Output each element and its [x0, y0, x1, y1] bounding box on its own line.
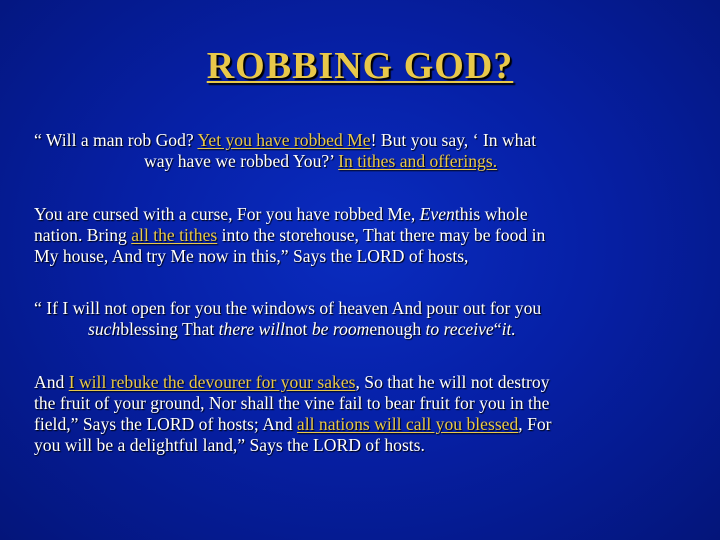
verse-line: you will be a delightful land,” Says the LORD of hosts.: [34, 435, 425, 455]
italic-word: Even: [419, 204, 455, 224]
verse-line: the fruit of your ground, Nor shall the vine fail to bear fruit for you in the: [34, 393, 550, 413]
verse-line: [34, 414, 714, 435]
verse-text: You are cursed with a curse, For you have robbed Me,: [34, 204, 420, 224]
verse-text: , So that he will not destroy: [355, 372, 550, 392]
italic-word: there will: [218, 319, 285, 339]
verse-line: My house, And try Me now in this,” Says the LORD of hosts,: [34, 246, 469, 266]
highlighted-phrase: all the tithes: [131, 225, 218, 245]
slide-title: [0, 44, 720, 88]
verse-line: [34, 130, 714, 151]
verse-line: [34, 225, 714, 246]
italic-word: be room: [311, 319, 370, 339]
highlighted-phrase: Yet you have robbed Me: [197, 130, 371, 150]
verse-text: enough: [369, 319, 426, 339]
verse-text: this whole: [454, 204, 528, 224]
slide-title-text: ROBBING GOD?: [206, 45, 514, 87]
verse-text: not: [284, 319, 312, 339]
verse-text: way have we robbed You?’: [144, 151, 339, 171]
verse-text: And: [34, 372, 69, 392]
italic-word: it.: [501, 319, 516, 339]
highlighted-phrase: In tithes and offerings.: [338, 151, 498, 171]
verse-line: [34, 319, 714, 340]
verse-line: [34, 372, 714, 393]
italic-word: to receive: [425, 319, 494, 339]
verse-text: , For: [518, 414, 552, 434]
verse-text: ! But you say, ‘ In what: [370, 130, 537, 150]
verse-line: “ If I will not open for you the windows of heaven And pour out for you: [34, 298, 542, 318]
verse-paragraph-4: [34, 372, 714, 456]
verse-text: into the storehouse, That there may be food in: [217, 225, 546, 245]
verse-text: field,” Says the LORD of hosts; And: [34, 414, 297, 434]
highlighted-phrase: I will rebuke the devourer for your sakes: [68, 372, 356, 392]
verse-text: nation. Bring: [34, 225, 132, 245]
verse-text: “: [493, 319, 502, 339]
verse-paragraph-1: [34, 130, 714, 172]
verse-text: blessing That: [120, 319, 219, 339]
verse-paragraph-3: [34, 298, 714, 340]
verse-paragraph-2: [34, 204, 714, 267]
italic-word: such: [88, 319, 121, 339]
verse-line: [34, 204, 714, 225]
highlighted-phrase: all nations will call you blessed: [296, 414, 519, 434]
verse-line: [34, 151, 714, 172]
verse-text: “ Will a man rob God?: [34, 130, 198, 150]
